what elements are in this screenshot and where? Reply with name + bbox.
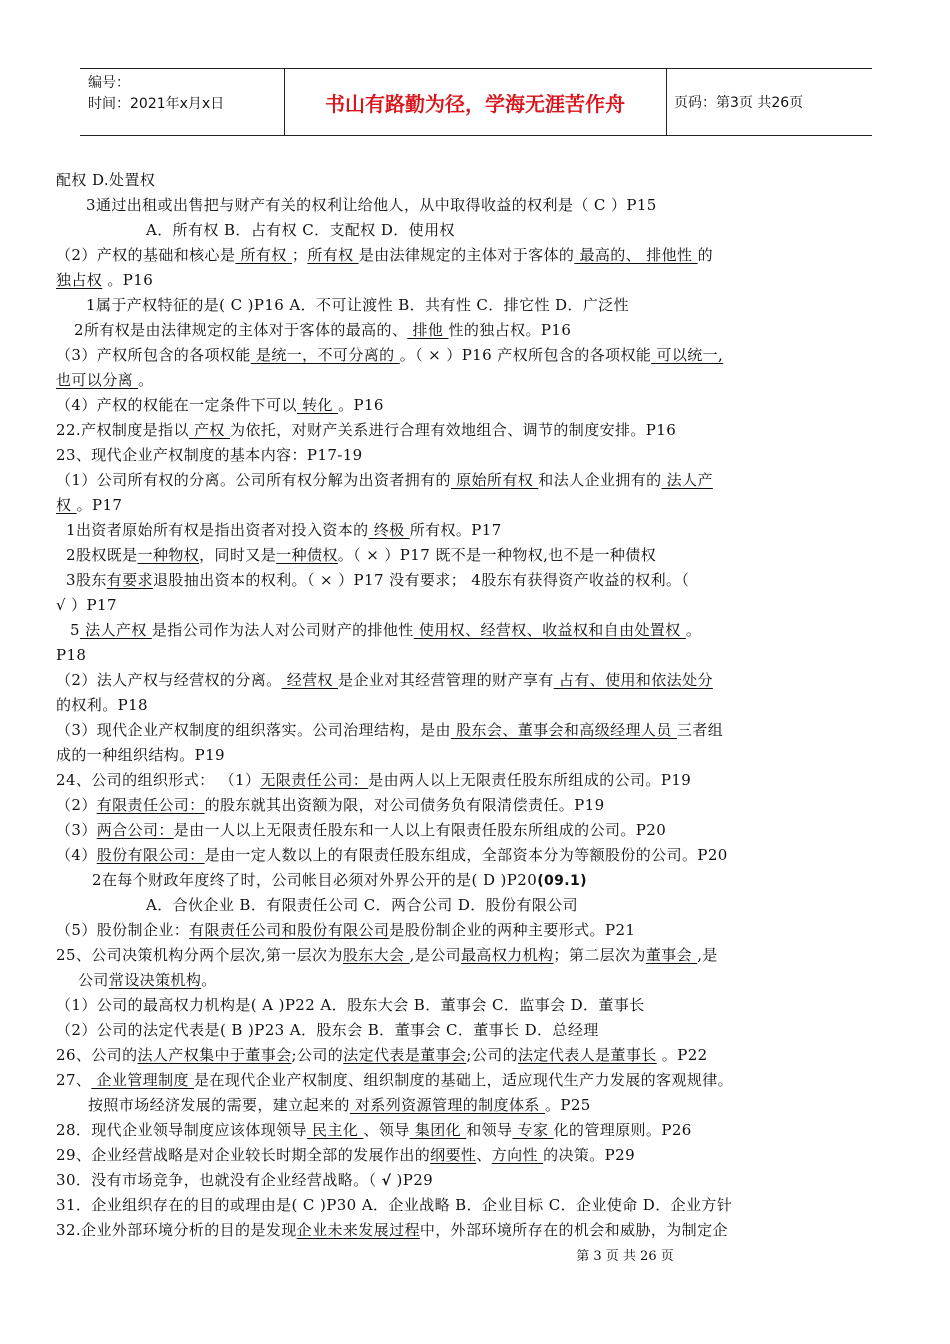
answer-blank: 集团化: [409, 1121, 467, 1139]
text-line: [56, 743, 898, 768]
text-run: 是企业对其经营管理的财产享有: [338, 671, 554, 689]
text-run: 22.产权制度是指以: [56, 421, 189, 439]
text-line: [56, 593, 898, 618]
text-run: ；第二层次为: [553, 946, 646, 964]
answer-blank: 一种物权: [137, 546, 200, 564]
text-run: 和法人企业拥有的: [538, 471, 662, 489]
answer-blank: 所有权: [235, 246, 292, 264]
text-run: （4）: [56, 846, 97, 864]
question-line: [56, 318, 898, 343]
text-run: 29、企业经营战略是对企业较长时期全部的发展作出的: [56, 1146, 431, 1164]
answer-blank: 两合公司：: [96, 821, 174, 839]
text-line: [56, 393, 898, 418]
text-run: 是指公司作为法人对公司财产的排他性: [151, 621, 414, 639]
page-header: [80, 68, 872, 136]
text-run: （1）公司的最高权力机构是( A )P22 A．股东大会 B．董事会 C．监事会 D．董事长: [56, 996, 645, 1014]
document-body: [56, 168, 898, 1243]
text-run: 、: [476, 1146, 492, 1164]
text-run: （3）: [56, 821, 97, 839]
text-line: [56, 1118, 898, 1143]
check-mark: √: [381, 1173, 392, 1189]
text-run: 3通过出租或出售把与财产有关的权利让给他人，从中取得收益的权利是（ C ）P15: [86, 196, 657, 214]
text-run: （3）现代企业产权制度的组织落实。公司治理结构，是由: [56, 721, 451, 739]
text-line: [56, 968, 898, 993]
answer-blank: 最高的、 排他性: [574, 246, 698, 264]
text-line: [56, 768, 898, 793]
text-line: [56, 943, 898, 968]
text-run: P18: [56, 646, 87, 664]
header-motto: 书山有路勤为径，学海无涯苦作舟: [325, 91, 625, 116]
text-run: 24、公司的组织形式： （1）: [56, 771, 261, 789]
text-run: ;公司的: [291, 1046, 344, 1064]
text-run: 成的一种组织结构。P19: [56, 746, 225, 764]
text-run: 是股份制企业的两种主要形式。P21: [389, 921, 636, 939]
answer-blank: 法人产: [661, 471, 713, 489]
answer-blank: 法定代表是董事会: [343, 1046, 467, 1064]
text-run: 。: [201, 971, 217, 989]
text-run: （1）公司所有权的分离。公司所有权分解为出资者拥有的: [56, 471, 451, 489]
text-line: [56, 493, 898, 518]
text-run: 是由一定人数以上的有限责任股东组成，全部资本分为等额股份的公司。P20: [204, 846, 728, 864]
answer-blank: 有限责任公司：: [96, 796, 205, 814]
text-run: 是由一人以上无限责任股东和一人以上有限责任股东所组成的公司。P20: [173, 821, 667, 839]
answer-blank: 使用权、经营权、收益权和自由处置权: [413, 621, 686, 639]
text-run: 3股东: [66, 571, 107, 589]
text-line: [56, 668, 898, 693]
text-run: （4）产权的权能在一定条件下可以: [56, 396, 297, 414]
text-run: 。P17: [76, 496, 123, 514]
text-run: √ ）P17: [56, 596, 117, 614]
text-run: 。（ × ）P16 产权所包含的各项权能: [399, 346, 652, 364]
answer-blank: 是统一，不可分离的: [250, 346, 400, 364]
question-line: [56, 993, 898, 1018]
text-line: [56, 1218, 898, 1243]
answer-blank: 方向性: [491, 1146, 544, 1164]
text-line: [56, 343, 898, 368]
answer-blank: 权: [56, 496, 77, 514]
answer-blank: 所有权: [307, 246, 359, 264]
text-run: 配权 D.处置权: [56, 171, 156, 189]
question-line: [56, 568, 898, 593]
answer-blank: 股东大会: [342, 946, 410, 964]
answer-blank: 股份有限公司：: [96, 846, 205, 864]
question-line: [56, 193, 898, 218]
text-run: )P29: [391, 1171, 434, 1189]
text-line: [56, 793, 898, 818]
answer-blank: 法人产权: [79, 621, 152, 639]
text-run: 28．现代企业领导制度应该体现领导: [56, 1121, 307, 1139]
text-line: [56, 693, 898, 718]
text-run: 的决策。P29: [543, 1146, 636, 1164]
text-run: （2）公司的法定代表是( B )P23 A．股东会 B．董事会 C．董事长 D．总经理: [56, 1021, 599, 1039]
text-run: 公司: [78, 971, 109, 989]
text-run: 的股东就其出资额为限，对公司债务负有限清偿责任。P19: [204, 796, 605, 814]
answer-blank: 纲要性: [430, 1146, 477, 1164]
text-run: 1属于产权特征的是( C )P16 A．不可让渡性 B．共有性 C．排它性 D．广泛性: [86, 296, 630, 314]
options-line: [56, 893, 898, 918]
question-line: [56, 1193, 898, 1218]
text-run: 26、公司的: [56, 1046, 138, 1064]
text-run: 中，外部环境所存在的机会和威胁，为制定企: [419, 1221, 728, 1239]
document-date-label: 时间：2021年x月x日: [88, 96, 225, 112]
answer-blank: 终极: [368, 521, 410, 539]
text-run: 25、公司决策机构分两个层次,第一层次为: [56, 946, 343, 964]
header-page-number: 页码：第3页 共26页: [674, 95, 804, 111]
text-run: 。: [138, 371, 154, 389]
text-run: 32.企业外部环境分析的目的是发现: [56, 1221, 297, 1239]
answer-blank: 一种债权: [276, 546, 338, 564]
text-run: 2股权既是: [66, 546, 138, 564]
text-run: 性的独占权。P16: [448, 321, 572, 339]
answer-blank: 占有、使用和依法处分: [553, 671, 713, 689]
page-footer: 第 3 页 共 26 页: [576, 1249, 674, 1264]
answer-blank: 专家: [512, 1121, 554, 1139]
text-run: 5: [70, 621, 80, 639]
text-run: 所有权。P17: [409, 521, 502, 539]
answer-blank: 民主化: [306, 1121, 364, 1139]
text-line: [56, 468, 898, 493]
text-run: 。P16: [102, 271, 154, 289]
question-line: [56, 1018, 898, 1043]
answer-blank: 最高权力机构: [461, 946, 554, 964]
document-number-label: 编号：: [88, 75, 130, 91]
text-run: 是由两人以上无限责任股东所组成的公司。P19: [368, 771, 692, 789]
text-run: 是由法律规定的主体对于客体的: [358, 246, 575, 264]
text-run: （2）产权的基础和核心是: [56, 246, 236, 264]
question-line: [56, 868, 898, 893]
text-run: （5）股份制企业：: [56, 921, 190, 939]
answer-blank: 有限责任公司和股份有限公司: [189, 921, 390, 939]
header-divider: [666, 69, 667, 135]
text-run: 31．企业组织存在的目的或理由是( C )P30 A．企业战略 B．企业目标 C．企业使命 D．企业方针: [56, 1196, 733, 1214]
text-run: ，同时又是: [199, 546, 277, 564]
header-meta: [88, 73, 284, 115]
text-run: 30．没有市场竞争，也就没有企业经营战略。（: [56, 1171, 382, 1189]
answer-blank: 企业未来发展过程: [296, 1221, 420, 1239]
text-line: [56, 268, 898, 293]
text-run: 和领导: [466, 1121, 513, 1139]
answer-blank: 独占权: [56, 271, 103, 289]
text-run: 为依托，对财产关系进行合理有效地组合、调节的制度安排。P16: [230, 421, 677, 439]
answer-blank: 企业管理制度: [91, 1071, 195, 1089]
text-line: [56, 1093, 898, 1118]
text-line: [56, 168, 898, 193]
text-run: 2所有权是由法律规定的主体对于客体的最高的、: [74, 321, 408, 339]
text-run: （3）产权所包含的各项权能: [56, 346, 251, 364]
text-line: [56, 918, 898, 943]
header-divider: [284, 69, 285, 135]
answer-blank: 原始所有权: [450, 471, 539, 489]
text-run: (09.1): [537, 873, 587, 889]
text-line: [56, 443, 898, 468]
text-line: [56, 1068, 898, 1093]
question-line: [56, 543, 898, 568]
text-line: [56, 243, 898, 268]
answer-blank: 常设决策机构: [108, 971, 202, 989]
text-line: [56, 718, 898, 743]
answer-blank: 法人产权集中于董事会: [137, 1046, 292, 1064]
text-run: 的权利。P18: [56, 696, 148, 714]
question-line: [56, 293, 898, 318]
text-run: 。P25: [544, 1096, 591, 1114]
text-run: A．合伙企业 B．有限责任公司 C．两合公司 D．股份有限公司: [146, 896, 579, 914]
text-line: [56, 368, 898, 393]
text-run: ,是: [697, 946, 718, 964]
answer-blank: 法定代表人是董事长: [518, 1046, 657, 1064]
text-run: 。P22: [656, 1046, 708, 1064]
answer-blank: 有要求: [106, 571, 153, 589]
answer-blank: 无限责任公司：: [260, 771, 369, 789]
text-run: 的: [697, 246, 714, 264]
answer-blank: 转化: [296, 396, 339, 414]
answer-blank: 董事会: [645, 946, 698, 964]
text-run: 是在现代企业产权制度、组织制度的基础上，适应现代生产力发展的客观规律。: [194, 1071, 734, 1089]
text-run: 27、: [56, 1071, 92, 1089]
answer-blank: 经营权: [281, 671, 339, 689]
text-line: [56, 1168, 898, 1193]
answer-blank: 也可以分离: [56, 371, 139, 389]
text-run: 1出资者原始所有权是指出资者对投入资本的: [66, 521, 369, 539]
text-run: 按照市场经济发展的需要，建立起来的: [88, 1096, 350, 1114]
text-run: 2在每个财政年度终了时，公司帐目必须对外界公开的是( D )P20: [92, 871, 538, 889]
text-run: ；: [291, 246, 308, 264]
text-run: ,是公司: [409, 946, 462, 964]
text-run: 化的管理原则。P26: [553, 1121, 692, 1139]
text-run: 。（ × ）P17 既不是一种物权,也不是一种债权: [337, 546, 657, 564]
text-run: 。: [685, 621, 702, 639]
text-run: ;公司的: [466, 1046, 519, 1064]
answer-blank: 排他: [407, 321, 449, 339]
text-run: 、领导: [363, 1121, 410, 1139]
text-run: 三者组: [676, 721, 724, 739]
question-line: [56, 618, 898, 643]
text-line: [56, 643, 898, 668]
text-run: （2）法人产权与经营权的分离。: [56, 671, 282, 689]
answer-blank: 可以统一,: [651, 346, 724, 364]
question-line: [56, 518, 898, 543]
text-run: A．所有权 B．占有权 C．支配权 D．使用权: [146, 221, 455, 239]
answer-blank: 对系列资源管理的制度体系: [349, 1096, 545, 1114]
text-line: [56, 843, 898, 868]
answer-blank: 产权: [188, 421, 230, 439]
text-run: 退股抽出资本的权利。（ × ）P17 没有要求； 4股东有获得资产收益的权利。（: [152, 571, 690, 589]
text-run: 。P16: [338, 396, 384, 414]
text-line: [56, 1143, 898, 1168]
text-line: [56, 418, 898, 443]
text-line: [56, 1043, 898, 1068]
answer-blank: 股东会、董事会和高级经理人员: [450, 721, 677, 739]
text-run: 23、现代企业产权制度的基本内容：P17-19: [56, 446, 363, 464]
options-line: [56, 218, 898, 243]
text-line: [56, 818, 898, 843]
text-run: （2）: [56, 796, 97, 814]
